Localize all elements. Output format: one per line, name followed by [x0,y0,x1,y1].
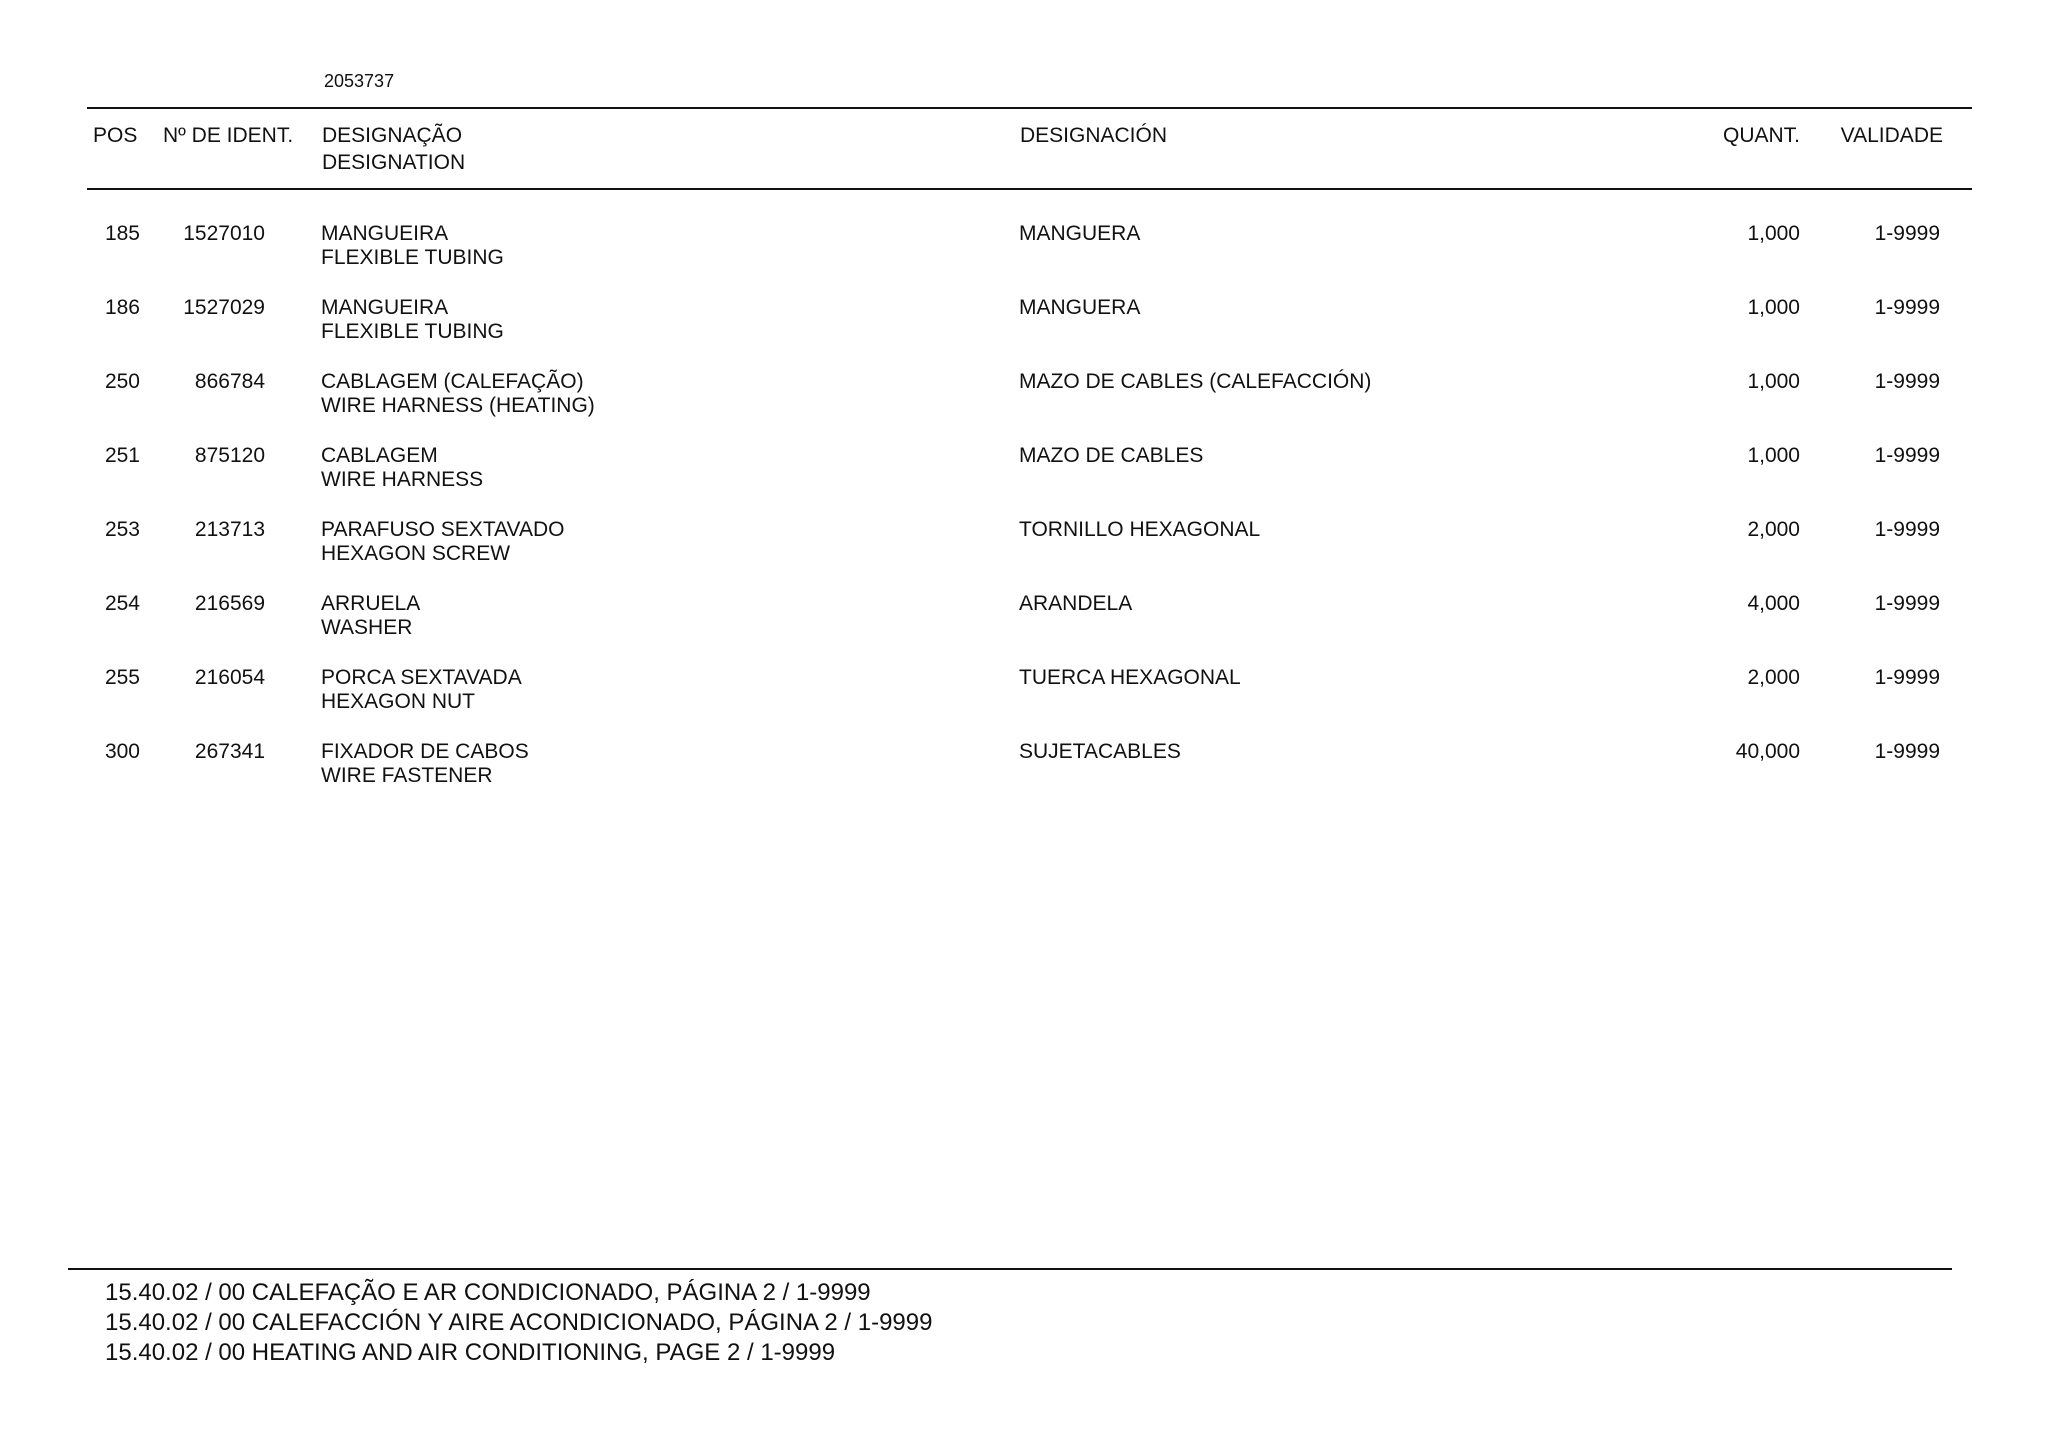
row-pos: 251 [104,444,140,467]
row-designation-pt: FIXADOR DE CABOS [321,740,529,763]
row-ident: 1527010 [183,222,265,245]
footer-line-en: 15.40.02 / 00 HEATING AND AIR CONDITIONING, PAGE 2 / 1-9999 [105,1339,836,1366]
row-ident: 1527029 [183,296,265,319]
row-validity: 1-9999 [1874,444,1940,467]
table-row [0,222,2048,296]
row-pos: 300 [104,740,140,763]
row-pos: 253 [104,518,140,541]
row-designation [321,296,1001,344]
row-designation-en: FLEXIBLE TUBING [321,246,504,269]
table-row [0,370,2048,444]
row-ident: 267341 [194,740,265,763]
row-validity: 1-9999 [1874,740,1940,763]
row-pos: 250 [104,370,140,393]
row-designation-es: MAZO DE CABLES [1019,444,1204,467]
table-row [0,444,2048,518]
row-designation-en: WIRE HARNESS (HEATING) [321,394,595,417]
row-designation-es: MANGUERA [1019,222,1141,245]
header-designation-pt-en [322,122,465,176]
document-number: 2053737 [324,71,395,91]
row-pos: 186 [104,296,140,319]
row-designation-es: TUERCA HEXAGONAL [1019,666,1241,689]
row-designation-es: MANGUERA [1019,296,1141,319]
header-ident: Nº DE IDENT. [163,124,294,147]
row-validity: 1-9999 [1874,592,1940,615]
row-validity: 1-9999 [1874,370,1940,393]
row-designation-pt: MANGUEIRA [321,222,449,245]
row-ident: 875120 [194,444,265,467]
table-row [0,518,2048,592]
parts-table-body [0,222,2048,814]
row-pos: 185 [104,222,140,245]
row-designation [321,444,1001,492]
row-ident: 213713 [194,518,265,541]
row-validity: 1-9999 [1874,296,1940,319]
page-footer [105,1278,932,1368]
row-designation-es: ARANDELA [1019,592,1133,615]
row-validity: 1-9999 [1874,222,1940,245]
row-designation-pt: MANGUEIRA [321,296,449,319]
row-designation-es: SUJETACABLES [1019,740,1181,763]
row-designation [321,740,1001,788]
row-designation [321,666,1001,714]
row-validity: 1-9999 [1874,666,1940,689]
row-quant: 40,000 [1735,740,1800,763]
header-pos: POS [93,124,138,147]
header-designacao: DESIGNAÇÃO [322,124,463,147]
row-quant: 1,000 [1747,444,1800,467]
table-row [0,592,2048,666]
row-pos: 255 [104,666,140,689]
row-designation-en: HEXAGON SCREW [321,542,511,565]
row-designation-pt: PORCA SEXTAVADA [321,666,522,689]
row-quant: 1,000 [1747,222,1800,245]
header-quant: QUANT. [1722,124,1800,147]
footer-divider [68,1268,1952,1270]
row-designation-en: FLEXIBLE TUBING [321,320,504,343]
row-designation-en: HEXAGON NUT [321,690,476,713]
row-designation [321,370,1001,418]
header-validade: VALIDADE [1840,124,1943,147]
row-designation-pt: PARAFUSO SEXTAVADO [321,518,565,541]
row-designation-en: WIRE FASTENER [321,764,493,787]
row-designation [321,592,1001,640]
table-row [0,740,2048,814]
footer-line-pt: 15.40.02 / 00 CALEFAÇÃO E AR CONDICIONADO, PÁGINA 2 / 1-9999 [105,1279,871,1306]
row-ident: 216054 [194,666,265,689]
row-ident: 216569 [194,592,265,615]
row-designation-pt: ARRUELA [321,592,421,615]
top-divider [87,107,1972,109]
row-quant: 4,000 [1747,592,1800,615]
row-designation-en: WASHER [321,616,413,639]
row-quant: 2,000 [1747,666,1800,689]
table-row [0,666,2048,740]
footer-line-es: 15.40.02 / 00 CALEFACCIÓN Y AIRE ACONDICIONADO, PÁGINA 2 / 1-9999 [105,1309,933,1336]
row-designation-pt: CABLAGEM (CALEFAÇÃO) [321,370,584,393]
header-divider [87,188,1972,190]
row-designation [321,518,1001,566]
row-ident: 866784 [194,370,265,393]
row-pos: 254 [104,592,140,615]
table-row [0,296,2048,370]
row-designation [321,222,1001,270]
row-validity: 1-9999 [1874,518,1940,541]
row-designation-es: MAZO DE CABLES (CALEFACCIÓN) [1019,370,1372,393]
header-designacion: DESIGNACIÓN [1020,124,1168,147]
header-designation: DESIGNATION [322,151,466,174]
row-quant: 2,000 [1747,518,1800,541]
row-designation-es: TORNILLO HEXAGONAL [1019,518,1261,541]
row-quant: 1,000 [1747,296,1800,319]
row-quant: 1,000 [1747,370,1800,393]
row-designation-en: WIRE HARNESS [321,468,484,491]
table-header [0,122,2048,182]
row-designation-pt: CABLAGEM [321,444,438,467]
